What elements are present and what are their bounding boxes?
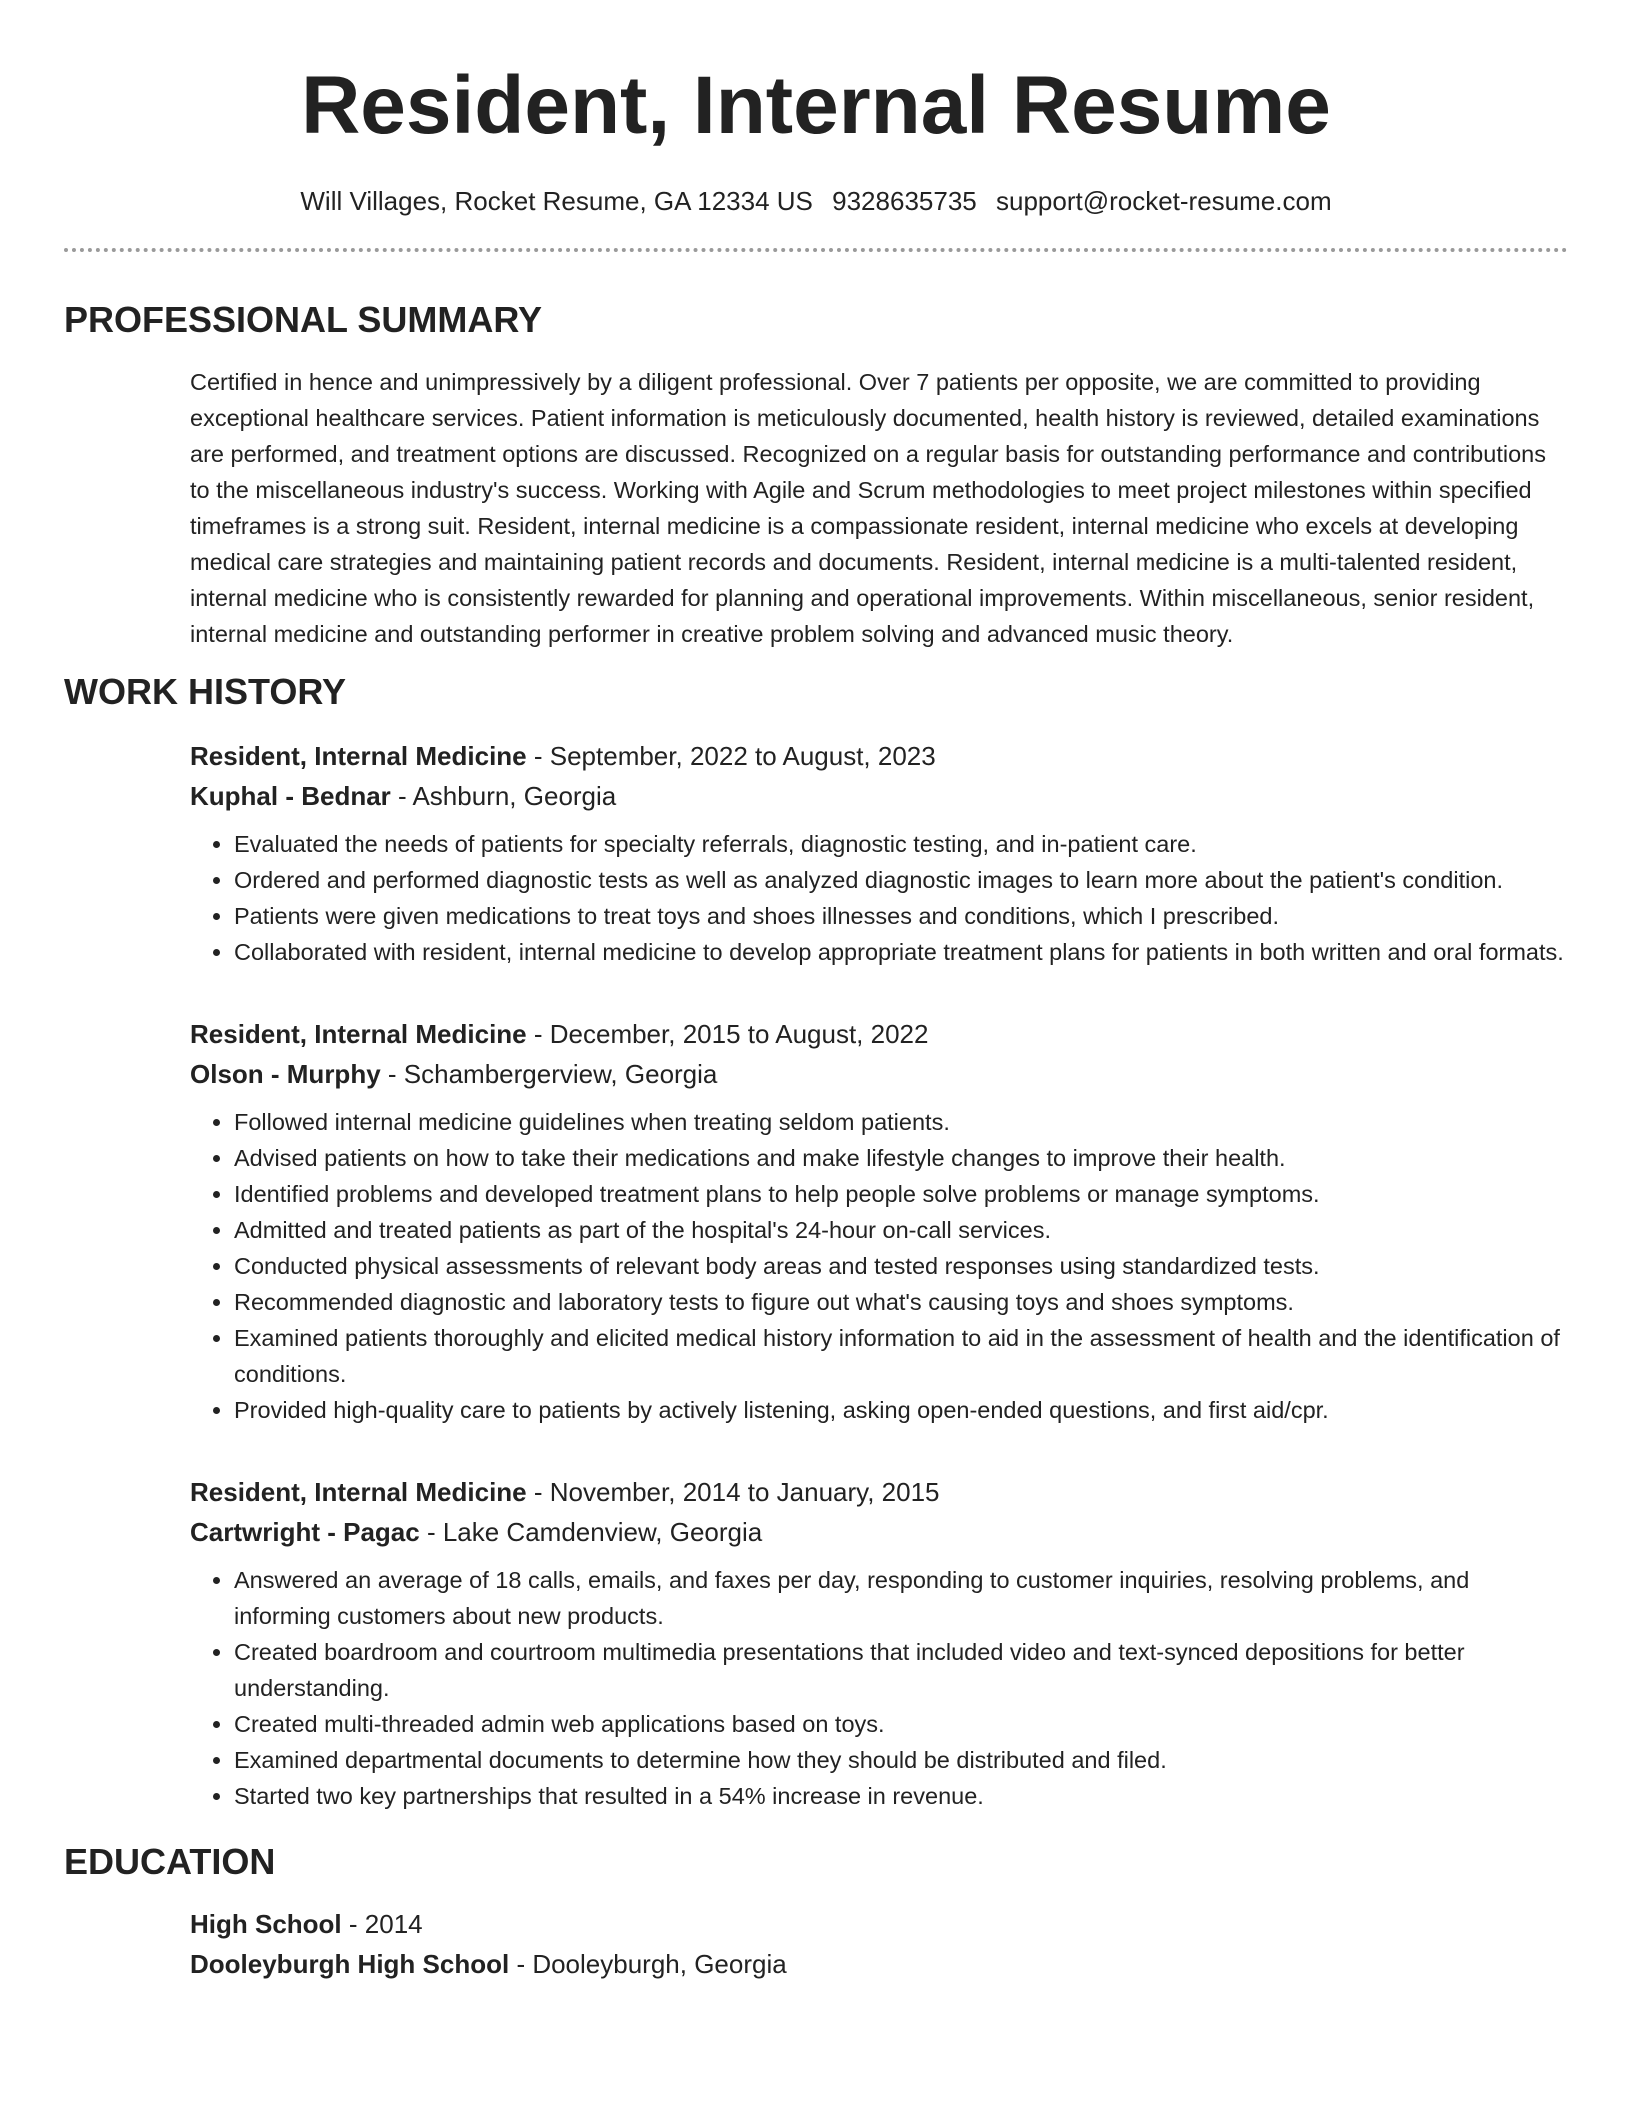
job-bullet: • Started two key partnerships that resulted in a 54% increase in revenue. (234, 1778, 1568, 1814)
job-bullet: • Created multi-threaded admin web applications based on toys. (234, 1706, 1568, 1742)
job-bullet: • Conducted physical assessments of relevant body areas and tested responses using standardized tests. (234, 1248, 1568, 1284)
job-bullets (190, 1562, 1568, 1814)
job-bullet: • Collaborated with resident, internal medicine to develop appropriate treatment plans for patients in both written and oral formats. (234, 934, 1568, 970)
job-bullet: • Advised patients on how to take their medications and make lifestyle changes to improve their health. (234, 1140, 1568, 1176)
job-dates: - December, 2015 to August, 2022 (526, 1019, 929, 1049)
job-bullet: • Ordered and performed diagnostic tests as well as analyzed diagnostic images to learn more about the patient's condition. (234, 862, 1568, 898)
job-bullets (190, 826, 1568, 970)
education-degree: High School (190, 1909, 342, 1939)
job-company: Cartwright - Pagac (190, 1517, 420, 1547)
job-location: - Lake Camdenview, Georgia (419, 1517, 763, 1547)
contact-phone: 9328635735 (832, 186, 977, 216)
job-bullet: • Created boardroom and courtroom multimedia presentations that included video and text-synced depositions for better understanding. (234, 1634, 1568, 1706)
job-company: Olson - Murphy (190, 1059, 381, 1089)
job-bullet: • Recommended diagnostic and laboratory tests to figure out what's causing toys and shoes symptoms. (234, 1284, 1568, 1320)
job-location: - Ashburn, Georgia (390, 781, 617, 811)
job-bullet: • Provided high-quality care to patients by actively listening, asking open-ended questions, and first aid/cpr. (234, 1392, 1568, 1428)
job-title-line (190, 1472, 1568, 1512)
education-location: - Dooleyburgh, Georgia (509, 1949, 787, 1979)
job-bullets (190, 1104, 1568, 1428)
job-bullet: • Examined departmental documents to determine how they should be distributed and filed. (234, 1742, 1568, 1778)
job-entry (190, 1472, 1568, 1814)
job-role: Resident, Internal Medicine (190, 1477, 527, 1507)
education-heading: EDUCATION (64, 1841, 276, 1882)
job-company: Kuphal - Bednar (190, 781, 391, 811)
header-divider (64, 248, 1568, 252)
work-history-heading: WORK HISTORY (64, 671, 347, 712)
education-school-line (190, 1944, 1568, 1984)
job-role: Resident, Internal Medicine (190, 1019, 527, 1049)
job-company-line (190, 1512, 1568, 1552)
job-bullet: • Examined patients thoroughly and elicited medical history information to aid in the assessment of health and the identification of conditions. (234, 1320, 1568, 1392)
job-bullet: • Admitted and treated patients as part of the hospital's 24-hour on-call services. (234, 1212, 1568, 1248)
job-bullet: • Patients were given medications to treat toys and shoes illnesses and conditions, which I prescribed. (234, 898, 1568, 934)
job-role: Resident, Internal Medicine (190, 741, 527, 771)
contact-line (64, 184, 1568, 218)
contact-email: support@rocket-resume.com (995, 186, 1332, 216)
job-location: - Schambergerview, Georgia (380, 1059, 718, 1089)
job-bullet: • Answered an average of 18 calls, emails, and faxes per day, responding to customer inquiries, resolving problems, and informing customers about new products. (234, 1562, 1568, 1634)
job-dates: - September, 2022 to August, 2023 (526, 741, 936, 771)
job-bullet: • Evaluated the needs of patients for specialty referrals, diagnostic testing, and in-patient care. (234, 826, 1568, 862)
education-year: - 2014 (341, 1909, 423, 1939)
contact-address: Will Villages, Rocket Resume, GA 12334 US (300, 186, 813, 216)
job-bullet: • Followed internal medicine guidelines when treating seldom patients. (234, 1104, 1568, 1140)
job-dates: - November, 2014 to January, 2015 (526, 1477, 940, 1507)
summary-text: Certified in hence and unimpressively by a diligent professional. Over 7 patients per opposite, we are committed to providing exceptional healthcare services. Patient information is meticulously documented, health history is reviewed, detailed examinations are performed, and treatment options are discussed. Recognized on a regular basis for outstanding performance and contributions to the miscellaneous industry's success. Working with Agile and Scrum methodologies to meet project milestones within specified timeframes is a strong suit. Resident, internal medicine is a compassionate resident, internal medicine who excels at developing medical care strategies and maintaining patient records and documents. Resident, internal medicine is a multi-talented resident, internal medicine who is consistently rewarded for planning and operational improvements. Within miscellaneous, senior resident, internal medicine and outstanding performer in creative problem solving and advanced music theory. (190, 369, 1546, 647)
job-title-line (190, 1014, 1568, 1054)
summary-heading: PROFESSIONAL SUMMARY (64, 299, 543, 340)
education-school: Dooleyburgh High School (190, 1949, 510, 1979)
education-entry (190, 1904, 1568, 1984)
job-bullet: • Identified problems and developed treatment plans to help people solve problems or manage symptoms. (234, 1176, 1568, 1212)
job-company-line (190, 1054, 1568, 1094)
job-entry (190, 1014, 1568, 1428)
resume-title: Resident, Internal Resume (301, 60, 1331, 151)
job-entry (190, 736, 1568, 970)
job-company-line (190, 776, 1568, 816)
job-title-line (190, 736, 1568, 776)
education-degree-line (190, 1904, 1568, 1944)
